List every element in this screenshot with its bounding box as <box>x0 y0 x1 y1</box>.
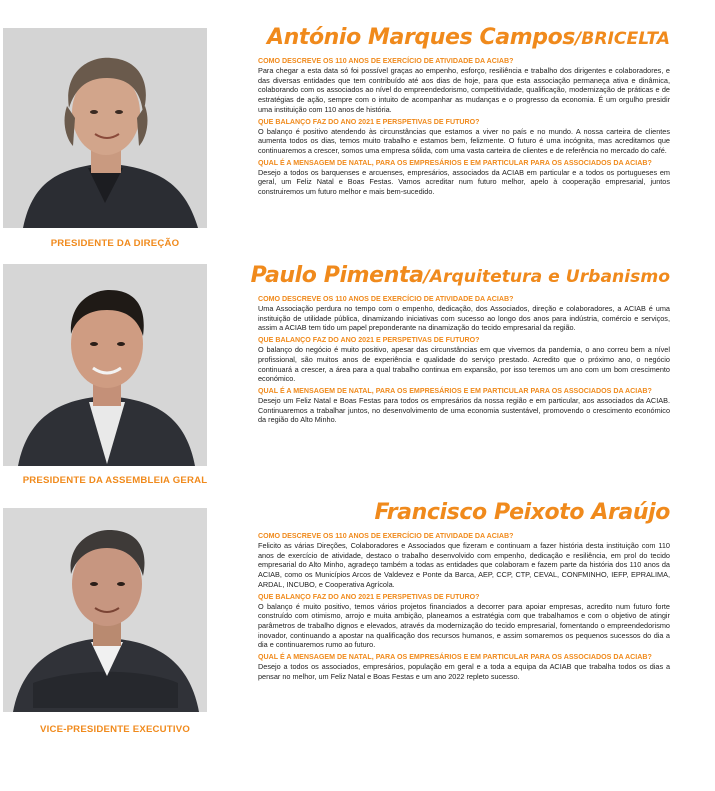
answer-2: O balanço é positivo atendendo às circunstâncias que estamos a viver no país e no mundo. A nossa carteira de clientes aumenta todos os dias, temos muito trabalho e estamos bem, felizmente. O futuro é uma incógnita, mas acreditamos que continuaremos a crescer, somos uma empresa sólida, com uma vasta carteira de clientes e de referência no mercado do café. <box>258 126 670 155</box>
answer-3: Desejo a todos os associados, empresários, população em geral e a toda a equipa da ACIAB que trabalha todos os dias a pensar no melhor, um Feliz Natal e Boas Festas e um ano 2022 repleto sucesso. <box>258 662 670 681</box>
question-1: COMO DESCREVE OS 110 ANOS DE EXERCÍCIO DE ATIVIDADE DA ACIAB? <box>258 295 514 303</box>
profile-francisco-peixoto-araujo <box>0 500 715 791</box>
interview-qa <box>258 57 670 200</box>
answer-2: O balanço é muito positivo, temos vários projetos financiados a decorrer para apoiar empresas, acredito num futuro forte construído com otimismo, arrojo e muita ambição, planeamos a estratégia com que trabalhamos e com o objetivo de atingir parâmetros de trabalho dignos e elevados, através da modernização do tecido empresarial, fomentando o empreendedorismo inovador, continuando a apostar na qualificação dos recursos humanos, e assim somaremos os pequenos sucessos do dia a dia e continuaremos rumo ao futuro. <box>258 601 670 650</box>
answer-1: Felicito as várias Direções, Colaboradores e Associados que fizeram e continuam a fazer história desta instituição com 110 anos de exercício de atividade, destaco o trabalho desenvolvido com empenho, dedicação e resiliência, em prol do tecido empresarial do Alto Minho, agradeço também a todas as entidades que colaboram e fazem parte da história dos 110 anos da ACIAB, como os Municípios Arcos de Valdevez e Ponte da Barca, AEP, CCP, CTP, CEVAL, CONFMINHO, IEFP, EPRALIMA, ARDAL, INCUBO, e Cooperativa Agrícola. <box>258 541 670 589</box>
person-name-text: António Marques Campos <box>266 25 575 50</box>
person-name <box>375 500 671 525</box>
question-3: QUAL É A MENSAGEM DE NATAL, PARA OS EMPRESÁRIOS E EM PARTICULAR PARA OS ASSOCIADOS DA ACIAB? <box>258 386 652 395</box>
portrait-illustration <box>3 28 207 228</box>
person-name <box>267 25 670 50</box>
answer-2: O balanço do negócio é muito positivo, apesar das circunstâncias em que vivemos da pandemia, o ano correu bem a nível profissional, são muitos anos de experiência e qualidade do serviço prestado. Acredito que o próximo ano, o negócio continuará a crescer, a área para a qual trabalho continua em expansão, por isso teremos um ano com um bom crescimento económico. <box>258 345 670 384</box>
organization-name: /Arquitetura e Urbanismo <box>423 267 670 287</box>
role-label: PRESIDENTE DA DIREÇÃO <box>50 238 180 249</box>
role-label: VICE-PRESIDENTE EXECUTIVO <box>40 724 190 735</box>
profile-content <box>258 500 670 780</box>
question-3: QUAL É A MENSAGEM DE NATAL, PARA OS EMPRESÁRIOS E EM PARTICULAR PARA OS ASSOCIADOS DA ACIAB? <box>258 158 652 167</box>
answer-1: Para chegar a esta data só foi possível graças ao empenho, esforço, resiliência e trabalho dos dirigentes e colaboradores, e das diversas entidades que tem contribuído até aos dias de hoje, para que esta associação permaneça ativa e dinâmica, colaborando com os associados ao nível do empreendedorismo, competitividade, qualificação, modernização de práticas e de estratégias de ação, sempre com o intuito de acompanhar as mudanças e o progresso da economia. É um orgulho presidir uma instituição com 110 anos de história. <box>258 66 670 114</box>
profile-content <box>258 25 670 255</box>
profile-paulo-pimenta <box>0 260 715 500</box>
answer-3: Desejo a todos os barquenses e arcuenses, empresários, associados da ACIAB em particular e a todos os portugueses em geral, um Feliz Natal e Boas Festas. Vamos acreditar num futuro melhor, apelo à cooperação empresarial, juntos construiremos um futuro melhor e mais bem-sucedido. <box>258 167 670 197</box>
person-name-text: Francisco Peixoto Araújo <box>374 500 670 525</box>
question-2: QUE BALANÇO FAZ DO ANO 2021 E PERSPETIVAS DE FUTURO? <box>258 592 480 601</box>
profile-antonio-marques-campos <box>0 0 715 260</box>
organization-name: /BRICELTA <box>575 29 670 49</box>
question-2: QUE BALANÇO FAZ DO ANO 2021 E PERSPETIVAS DE FUTURO? <box>258 117 480 126</box>
question-1: COMO DESCREVE OS 110 ANOS DE EXERCÍCIO DE ATIVIDADE DA ACIAB? <box>258 57 514 65</box>
profile-content <box>250 263 670 493</box>
portrait-photo <box>3 264 207 466</box>
portrait-photo <box>3 508 207 712</box>
portrait-illustration <box>3 508 207 712</box>
answer-3: Desejo um Feliz Natal e Boas Festas para todos os empresários da nossa região e em particular, aos associados da ACIAB. Continuaremos a trabalhar juntos, no desenvolvimento de uma economia sustentável, promovendo o crescimento económico da região do Alto Minho. <box>258 395 670 425</box>
question-3: QUAL É A MENSAGEM DE NATAL, PARA OS EMPRESÁRIOS E EM PARTICULAR PARA OS ASSOCIADOS DA ACIAB? <box>258 653 652 662</box>
answer-1: Uma Associação perdura no tempo com o empenho, dedicação, dos Associados, direção e colaboradores, a ACIAB é uma instituição de utilidade pública, dinamizando iniciativas com sucesso ao longo dos anos para indústria, comércio e serviços, assim a ACIAB tem tido um papel preponderante na dinamização do tecido empresarial da região. <box>258 304 670 333</box>
person-name <box>251 263 670 288</box>
role-label: PRESIDENTE DA ASSEMBLEIA GERAL <box>22 475 208 486</box>
portrait-photo <box>3 28 207 228</box>
portrait-illustration <box>3 264 207 466</box>
question-1: COMO DESCREVE OS 110 ANOS DE EXERCÍCIO DE ATIVIDADE DA ACIAB? <box>258 532 514 540</box>
interview-qa <box>258 295 670 428</box>
person-name-text: Paulo Pimenta <box>250 263 424 288</box>
question-2: QUE BALANÇO FAZ DO ANO 2021 E PERSPETIVAS DE FUTURO? <box>258 336 480 345</box>
interview-qa <box>258 532 670 684</box>
